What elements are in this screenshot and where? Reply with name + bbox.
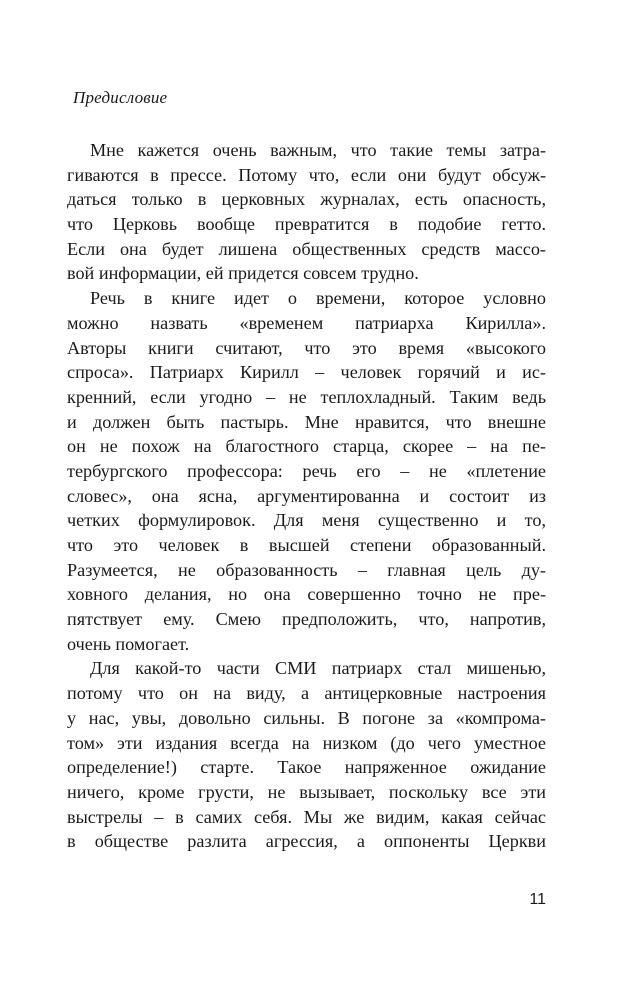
text-line: спроса». Патриарх Кирилл – человек горячий и ис- — [67, 362, 546, 383]
text-line: что это человек в высшей степени образованный. — [67, 535, 546, 555]
text-line: ховного делания, но она совершенно точно не пре- — [67, 584, 546, 605]
text-line: в обществе разлита агрессия, а оппоненты Церкви — [67, 831, 546, 852]
text-line: Для какой-то части СМИ патриарх стал мишенью, — [90, 658, 546, 679]
body-text — [67, 138, 546, 854]
text-line: кренний, если угодно – не теплохладный. Таким ведь — [67, 386, 546, 407]
text-line: Авторы книги считают, что это время «высокого — [67, 337, 546, 358]
text-line: очень помогает. — [67, 633, 190, 654]
text-line: словес», она ясна, аргументированна и состоит из — [67, 485, 546, 506]
page-number: 11 — [529, 891, 546, 908]
text-line: что Церковь вообще превратится в подобие гетто. — [67, 214, 546, 235]
text-line: и должен быть пастырь. Мне нравится, что внешне — [67, 411, 546, 432]
running-header: Предисловие — [73, 88, 168, 107]
text-line: можно назвать «временем патриарха Кирилла». — [67, 312, 546, 333]
paragraph — [67, 138, 546, 286]
text-line: четких формулировок. Для меня существенно и то, — [67, 510, 546, 531]
text-line: он не похож на благостного старца, скорее – на пе- — [67, 436, 546, 457]
text-line: гиваются в прессе. Потому что, если они будут обсуж- — [67, 164, 546, 185]
paragraph — [67, 286, 546, 656]
paragraph — [67, 656, 546, 854]
text-line: у нас, увы, довольно сильны. В погоне за «компрома- — [67, 707, 546, 728]
text-line: Мне кажется очень важным, что такие темы затра- — [90, 140, 546, 160]
text-line: вой информации, ей придется совсем трудно. — [67, 263, 419, 284]
text-line: потому что он на виду, а антицерковные настроения — [67, 683, 546, 704]
text-line: том» эти издания всегда на низком (до чего уместное — [67, 732, 546, 753]
text-line: Речь в книге идет о времени, которое условно — [90, 288, 546, 309]
text-line: определение!) старте. Такое напряженное ожидание — [67, 757, 546, 778]
text-line: Если она будет лишена общественных средств массо- — [67, 238, 546, 259]
text-line: ничего, кроме грусти, не вызывает, поскольку все эти — [67, 781, 546, 802]
text-line: Разумеется, не образованность – главная цель ду- — [67, 559, 546, 580]
text-line: выстрелы – в самих себя. Мы же видим, какая сейчас — [67, 806, 546, 827]
text-line: даться только в церковных журналах, есть опасность, — [67, 189, 546, 210]
text-line: пятствует ему. Смею предположить, что, напротив, — [67, 609, 546, 630]
text-line: тербургского профессора: речь его – не «плетение — [67, 460, 546, 481]
